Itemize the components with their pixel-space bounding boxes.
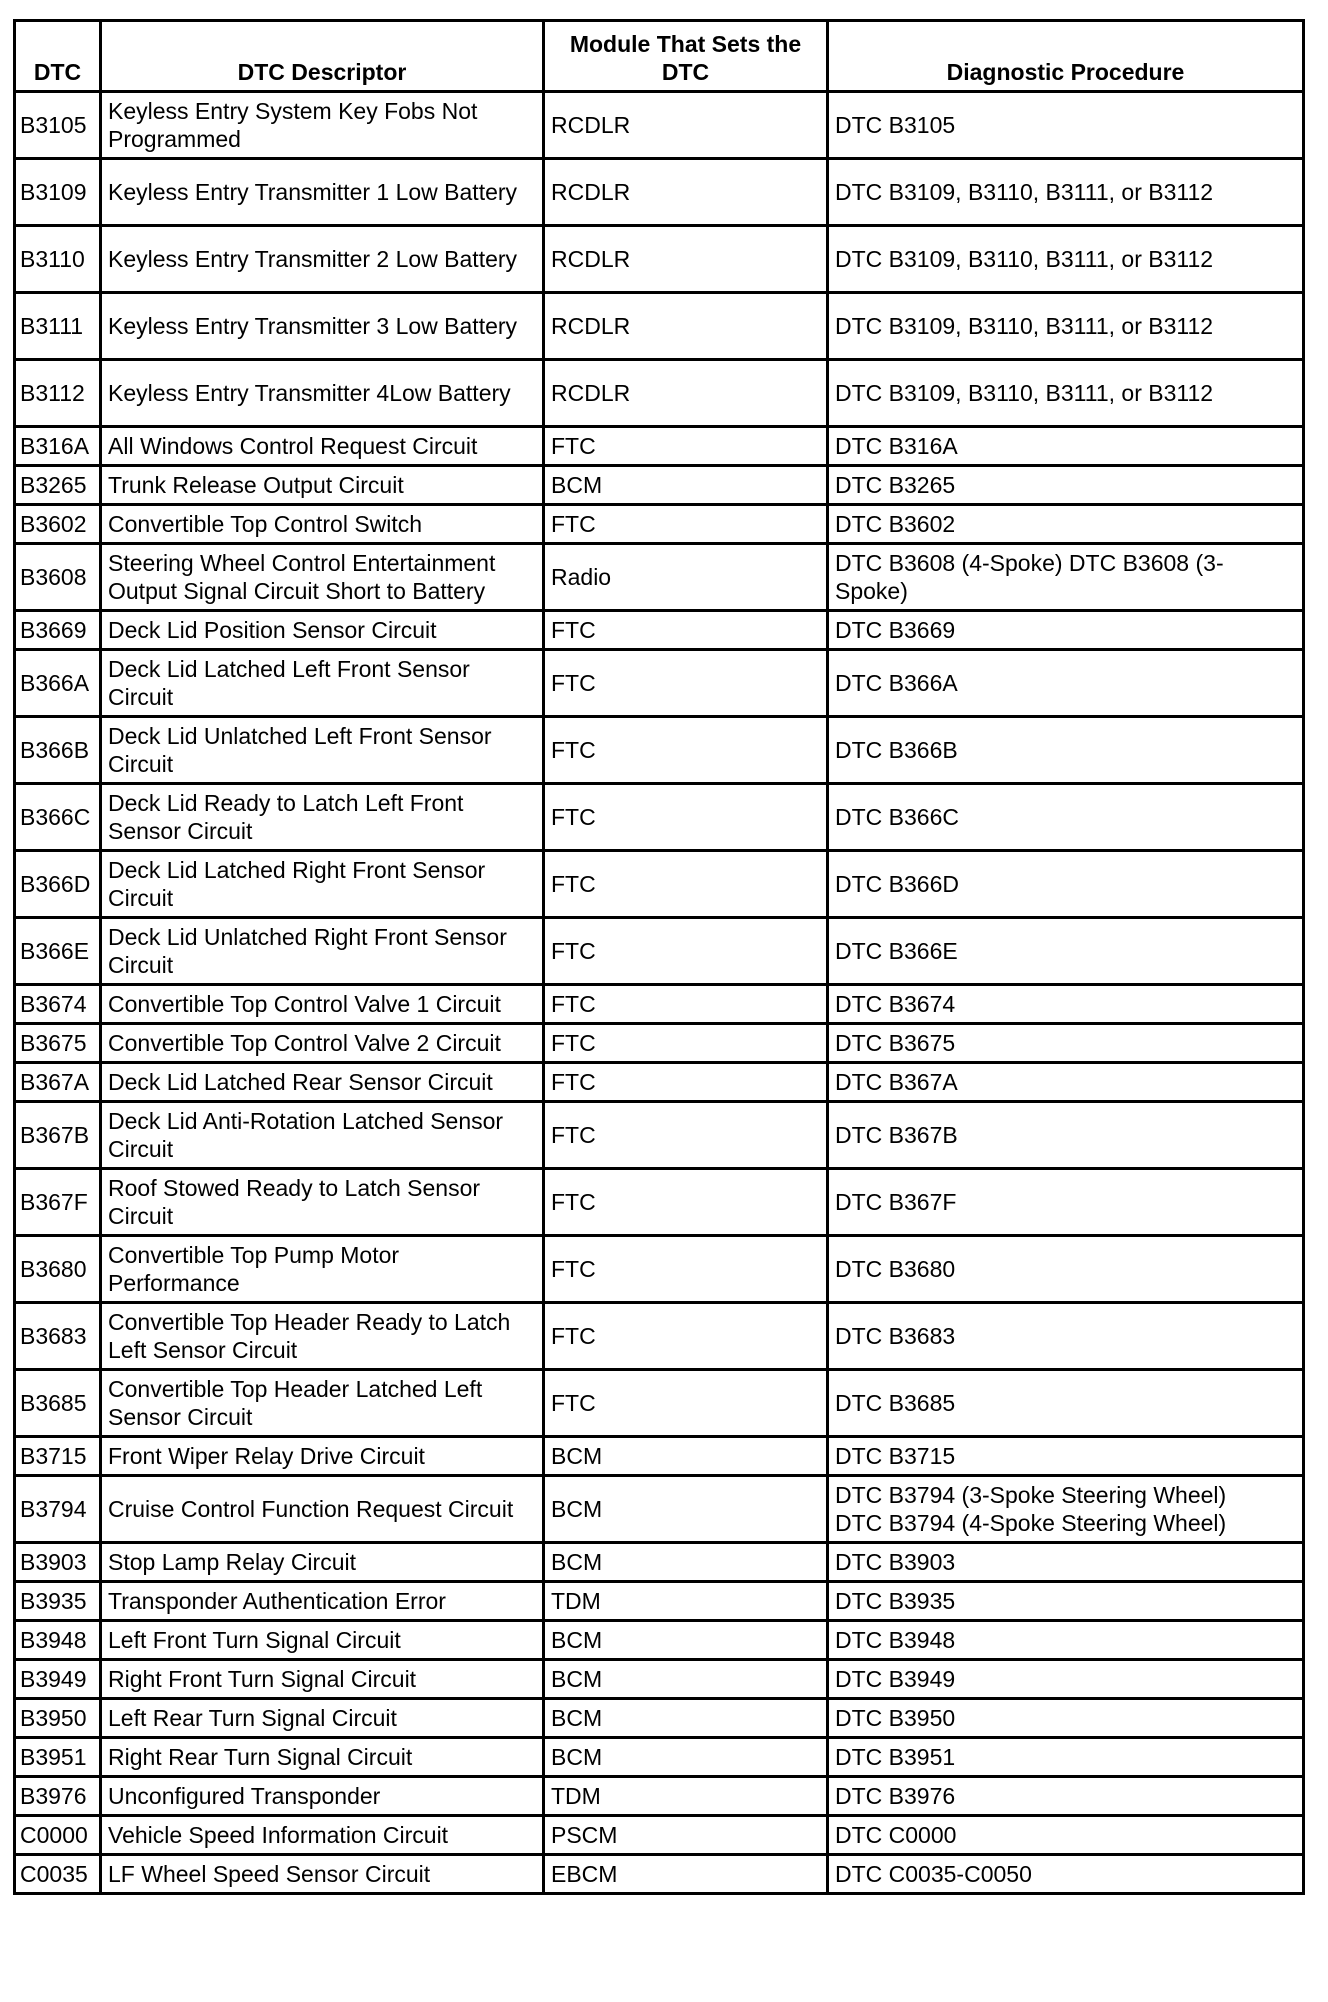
dtc-descriptor-cell: Right Front Turn Signal Circuit: [101, 1660, 544, 1699]
table-row: [15, 360, 1304, 427]
module-cell: FTC: [544, 1102, 828, 1169]
diagnostic-procedure-cell: DTC C0000: [828, 1816, 1304, 1855]
table-row: [15, 985, 1304, 1024]
module-cell: BCM: [544, 1621, 828, 1660]
diagnostic-procedure-cell: DTC B3608 (4-Spoke) DTC B3608 (3-Spoke): [828, 544, 1304, 611]
table-row: [15, 92, 1304, 159]
dtc-descriptor-cell: Deck Lid Unlatched Right Front Sensor Circuit: [101, 918, 544, 985]
dtc-code-cell: B3110: [15, 226, 101, 293]
table-row: [15, 1169, 1304, 1236]
dtc-code-cell: B366E: [15, 918, 101, 985]
table-row: [15, 1816, 1304, 1855]
dtc-descriptor-cell: Deck Lid Unlatched Left Front Sensor Circuit: [101, 717, 544, 784]
dtc-descriptor-cell: Deck Lid Position Sensor Circuit: [101, 611, 544, 650]
diagnostic-procedure-cell: DTC B366C: [828, 784, 1304, 851]
dtc-code-cell: B3112: [15, 360, 101, 427]
table-row: [15, 1621, 1304, 1660]
dtc-descriptor-cell: Cruise Control Function Request Circuit: [101, 1476, 544, 1543]
dtc-descriptor-cell: LF Wheel Speed Sensor Circuit: [101, 1855, 544, 1894]
module-cell: RCDLR: [544, 92, 828, 159]
module-cell: TDM: [544, 1777, 828, 1816]
dtc-code-cell: B366C: [15, 784, 101, 851]
module-cell: FTC: [544, 650, 828, 717]
table-row: [15, 505, 1304, 544]
dtc-descriptor-cell: Convertible Top Pump Motor Performance: [101, 1236, 544, 1303]
diagnostic-procedure-cell: DTC B316A: [828, 427, 1304, 466]
diagnostic-procedure-cell: DTC B367A: [828, 1063, 1304, 1102]
dtc-descriptor-cell: Right Rear Turn Signal Circuit: [101, 1738, 544, 1777]
header-procedure: Diagnostic Procedure: [828, 21, 1304, 92]
dtc-code-cell: B3608: [15, 544, 101, 611]
dtc-descriptor-cell: Keyless Entry Transmitter 3 Low Battery: [101, 293, 544, 360]
diagnostic-procedure-cell: DTC B3685: [828, 1370, 1304, 1437]
diagnostic-procedure-cell: DTC B3669: [828, 611, 1304, 650]
diagnostic-procedure-cell: DTC B366D: [828, 851, 1304, 918]
diagnostic-procedure-cell: DTC B3105: [828, 92, 1304, 159]
module-cell: PSCM: [544, 1816, 828, 1855]
dtc-descriptor-cell: Roof Stowed Ready to Latch Sensor Circuit: [101, 1169, 544, 1236]
module-cell: FTC: [544, 1370, 828, 1437]
dtc-descriptor-cell: Deck Lid Latched Rear Sensor Circuit: [101, 1063, 544, 1102]
dtc-descriptor-cell: Steering Wheel Control Entertainment Output Signal Circuit Short to Battery: [101, 544, 544, 611]
diagnostic-procedure-cell: DTC B3109, B3110, B3111, or B3112: [828, 360, 1304, 427]
dtc-descriptor-cell: Convertible Top Control Switch: [101, 505, 544, 544]
module-cell: EBCM: [544, 1855, 828, 1894]
table-row: [15, 226, 1304, 293]
dtc-code-cell: B367B: [15, 1102, 101, 1169]
dtc-table: [13, 19, 1305, 1895]
table-row: [15, 1582, 1304, 1621]
module-cell: RCDLR: [544, 226, 828, 293]
table-row: [15, 544, 1304, 611]
diagnostic-procedure-cell: DTC B3109, B3110, B3111, or B3112: [828, 293, 1304, 360]
dtc-descriptor-cell: Keyless Entry Transmitter 2 Low Battery: [101, 226, 544, 293]
dtc-code-cell: B367A: [15, 1063, 101, 1102]
diagnostic-procedure-cell: DTC B366B: [828, 717, 1304, 784]
dtc-code-cell: B3680: [15, 1236, 101, 1303]
module-cell: FTC: [544, 918, 828, 985]
table-row: [15, 1102, 1304, 1169]
dtc-code-cell: B3105: [15, 92, 101, 159]
table-row: [15, 1660, 1304, 1699]
dtc-code-cell: B316A: [15, 427, 101, 466]
dtc-code-cell: C0035: [15, 1855, 101, 1894]
diagnostic-procedure-cell: DTC B367F: [828, 1169, 1304, 1236]
diagnostic-procedure-line: DTC B3794 (4-Spoke Steering Wheel): [835, 1510, 1227, 1536]
dtc-code-cell: B3949: [15, 1660, 101, 1699]
dtc-code-cell: B366D: [15, 851, 101, 918]
table-row: [15, 1543, 1304, 1582]
module-cell: RCDLR: [544, 159, 828, 226]
module-cell: FTC: [544, 611, 828, 650]
module-cell: BCM: [544, 466, 828, 505]
header-row: [15, 21, 1304, 92]
dtc-descriptor-cell: Deck Lid Latched Right Front Sensor Circuit: [101, 851, 544, 918]
dtc-code-cell: B367F: [15, 1169, 101, 1236]
module-cell: FTC: [544, 851, 828, 918]
table-row: [15, 1024, 1304, 1063]
diagnostic-procedure-cell: [828, 1476, 1304, 1543]
dtc-descriptor-cell: Deck Lid Anti-Rotation Latched Sensor Circuit: [101, 1102, 544, 1169]
dtc-code-cell: B3265: [15, 466, 101, 505]
header-dtc: DTC: [15, 21, 101, 92]
module-cell: BCM: [544, 1543, 828, 1582]
table-row: [15, 1476, 1304, 1543]
table-row: [15, 1699, 1304, 1738]
dtc-code-cell: B3976: [15, 1777, 101, 1816]
table-row: [15, 650, 1304, 717]
dtc-descriptor-cell: Deck Lid Latched Left Front Sensor Circuit: [101, 650, 544, 717]
table-row: [15, 1303, 1304, 1370]
dtc-descriptor-cell: Convertible Top Header Ready to Latch Left Sensor Circuit: [101, 1303, 544, 1370]
diagnostic-procedure-cell: DTC B3903: [828, 1543, 1304, 1582]
dtc-descriptor-cell: All Windows Control Request Circuit: [101, 427, 544, 466]
module-cell: FTC: [544, 1303, 828, 1370]
dtc-code-cell: B3111: [15, 293, 101, 360]
table-row: [15, 611, 1304, 650]
dtc-code-cell: B366A: [15, 650, 101, 717]
module-cell: RCDLR: [544, 360, 828, 427]
dtc-code-cell: B366B: [15, 717, 101, 784]
diagnostic-procedure-cell: DTC C0035-C0050: [828, 1855, 1304, 1894]
dtc-descriptor-cell: Transponder Authentication Error: [101, 1582, 544, 1621]
module-cell: FTC: [544, 985, 828, 1024]
dtc-code-cell: B3951: [15, 1738, 101, 1777]
module-cell: BCM: [544, 1437, 828, 1476]
dtc-code-cell: B3674: [15, 985, 101, 1024]
dtc-code-cell: B3794: [15, 1476, 101, 1543]
table-row: [15, 918, 1304, 985]
dtc-descriptor-cell: Keyless Entry Transmitter 1 Low Battery: [101, 159, 544, 226]
module-cell: BCM: [544, 1738, 828, 1777]
table-row: [15, 1855, 1304, 1894]
dtc-code-cell: B3675: [15, 1024, 101, 1063]
table-body: [15, 92, 1304, 1894]
dtc-code-cell: B3903: [15, 1543, 101, 1582]
diagnostic-procedure-cell: DTC B3976: [828, 1777, 1304, 1816]
diagnostic-procedure-cell: DTC B3602: [828, 505, 1304, 544]
module-cell: FTC: [544, 1169, 828, 1236]
table-row: [15, 1777, 1304, 1816]
table-row: [15, 1437, 1304, 1476]
diagnostic-procedure-cell: DTC B366A: [828, 650, 1304, 717]
diagnostic-procedure-cell: DTC B3951: [828, 1738, 1304, 1777]
dtc-descriptor-cell: Keyless Entry System Key Fobs Not Programmed: [101, 92, 544, 159]
dtc-code-cell: B3950: [15, 1699, 101, 1738]
diagnostic-procedure-line: DTC B3794 (3-Spoke Steering Wheel): [835, 1482, 1227, 1508]
diagnostic-procedure-cell: DTC B3675: [828, 1024, 1304, 1063]
dtc-descriptor-cell: Left Front Turn Signal Circuit: [101, 1621, 544, 1660]
dtc-code-cell: B3669: [15, 611, 101, 650]
table-row: [15, 1236, 1304, 1303]
module-cell: BCM: [544, 1660, 828, 1699]
module-cell: FTC: [544, 784, 828, 851]
module-cell: TDM: [544, 1582, 828, 1621]
dtc-code-cell: B3685: [15, 1370, 101, 1437]
dtc-descriptor-cell: Trunk Release Output Circuit: [101, 466, 544, 505]
dtc-code-cell: C0000: [15, 1816, 101, 1855]
dtc-descriptor-cell: Vehicle Speed Information Circuit: [101, 1816, 544, 1855]
module-cell: BCM: [544, 1476, 828, 1543]
header-module: Module That Sets the DTC: [544, 21, 828, 92]
dtc-code-cell: B3602: [15, 505, 101, 544]
table-row: [15, 1370, 1304, 1437]
diagnostic-procedure-cell: DTC B3265: [828, 466, 1304, 505]
diagnostic-procedure-cell: DTC B3935: [828, 1582, 1304, 1621]
dtc-descriptor-cell: Stop Lamp Relay Circuit: [101, 1543, 544, 1582]
module-cell: FTC: [544, 717, 828, 784]
diagnostic-procedure-cell: DTC B3950: [828, 1699, 1304, 1738]
module-cell: FTC: [544, 1024, 828, 1063]
module-cell: FTC: [544, 1063, 828, 1102]
module-cell: RCDLR: [544, 293, 828, 360]
dtc-code-cell: B3109: [15, 159, 101, 226]
module-cell: Radio: [544, 544, 828, 611]
module-cell: FTC: [544, 427, 828, 466]
dtc-descriptor-cell: Keyless Entry Transmitter 4Low Battery: [101, 360, 544, 427]
module-cell: FTC: [544, 505, 828, 544]
dtc-descriptor-cell: Unconfigured Transponder: [101, 1777, 544, 1816]
table-row: [15, 293, 1304, 360]
table-row: [15, 159, 1304, 226]
diagnostic-procedure-cell: DTC B3109, B3110, B3111, or B3112: [828, 159, 1304, 226]
table-row: [15, 466, 1304, 505]
table-row: [15, 1738, 1304, 1777]
diagnostic-procedure-cell: DTC B3715: [828, 1437, 1304, 1476]
dtc-descriptor-cell: Front Wiper Relay Drive Circuit: [101, 1437, 544, 1476]
table-row: [15, 1063, 1304, 1102]
dtc-code-cell: B3948: [15, 1621, 101, 1660]
header-descriptor: DTC Descriptor: [101, 21, 544, 92]
diagnostic-procedure-cell: DTC B3683: [828, 1303, 1304, 1370]
dtc-code-cell: B3683: [15, 1303, 101, 1370]
dtc-descriptor-cell: Convertible Top Control Valve 1 Circuit: [101, 985, 544, 1024]
dtc-code-cell: B3935: [15, 1582, 101, 1621]
dtc-code-cell: B3715: [15, 1437, 101, 1476]
diagnostic-procedure-cell: DTC B3674: [828, 985, 1304, 1024]
dtc-descriptor-cell: Convertible Top Control Valve 2 Circuit: [101, 1024, 544, 1063]
table-row: [15, 427, 1304, 466]
diagnostic-procedure-cell: DTC B366E: [828, 918, 1304, 985]
dtc-descriptor-cell: Deck Lid Ready to Latch Left Front Sensor Circuit: [101, 784, 544, 851]
module-cell: BCM: [544, 1699, 828, 1738]
diagnostic-procedure-cell: DTC B3948: [828, 1621, 1304, 1660]
table-row: [15, 784, 1304, 851]
table-row: [15, 851, 1304, 918]
dtc-descriptor-cell: Left Rear Turn Signal Circuit: [101, 1699, 544, 1738]
diagnostic-procedure-cell: DTC B3109, B3110, B3111, or B3112: [828, 226, 1304, 293]
table-row: [15, 717, 1304, 784]
diagnostic-procedure-cell: DTC B3680: [828, 1236, 1304, 1303]
module-cell: FTC: [544, 1236, 828, 1303]
diagnostic-procedure-cell: DTC B3949: [828, 1660, 1304, 1699]
diagnostic-procedure-cell: DTC B367B: [828, 1102, 1304, 1169]
dtc-descriptor-cell: Convertible Top Header Latched Left Sensor Circuit: [101, 1370, 544, 1437]
